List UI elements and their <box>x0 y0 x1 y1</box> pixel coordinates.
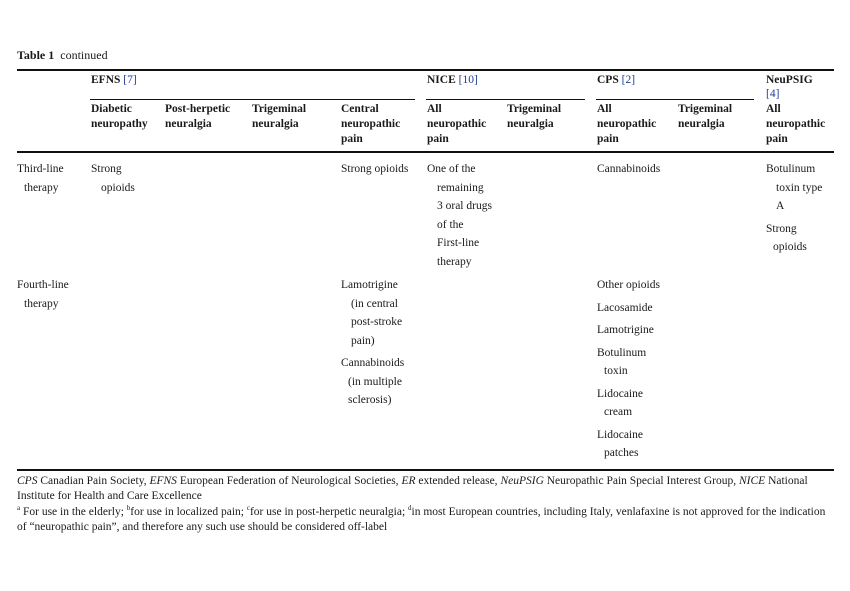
footnote-abbreviations: CPS Canadian Pain Society, EFNS European Federation of Neurological Societies, ER extended release, NeuPSIG Neuropathic Pain Special Interest Group, NICE National Institute for Health and Care Excellence <box>17 475 808 502</box>
drug-entry: Lamotrigine (in central post-stroke pain) <box>341 279 403 347</box>
table-top-rule <box>17 69 834 71</box>
drug-entry: Lacosamide <box>597 301 653 314</box>
reference-link[interactable]: 10 <box>462 74 474 86</box>
footnote-notes: $^a$ For use in the elderly; $^b$for use in localized pain; $^c$for use in post-herpetic neuralgia; $^d$in most European countries, including Italy, venlafaxine is not approved for the indication of “neuropathic pain”, and therefore any such use should be considered off-label <box>17 504 826 533</box>
drug-entry: Botulinum toxin type A <box>766 163 823 212</box>
cell-third-nice-all <box>427 160 492 271</box>
subheader-nice-all-neuropathic-pain: All neuropathic pain <box>427 103 487 145</box>
reference-link[interactable]: 7 <box>127 74 133 86</box>
footnote-mark: d <box>408 504 412 513</box>
subheader-efns-central-neuropathic-pain: Central neuropathic pain <box>341 103 401 145</box>
subheader-efns-trigeminal-neuralgia: Trigeminal neuralgia <box>252 103 307 130</box>
cps-group-underline <box>596 99 754 100</box>
footnote-mark: b <box>126 504 131 513</box>
nice-group-underline <box>426 99 585 100</box>
group-header-cps: CPS [2] <box>597 74 636 86</box>
drug-entry: Other opioids <box>597 279 660 291</box>
table-bottom-rule <box>17 469 834 471</box>
cell-third-cps-all <box>597 160 660 179</box>
reference-link[interactable]: 4 <box>769 88 776 100</box>
subheader-efns-diabetic-neuropathy: Diabetic neuropathy <box>91 103 148 130</box>
group-header-efns: EFNS [7] <box>91 74 137 86</box>
cell-third-neupsig-all <box>766 160 822 257</box>
drug-entry: Strong opioids <box>91 163 135 194</box>
drug-entry: Botulinum toxin <box>597 346 647 377</box>
efns-group-underline <box>90 99 415 100</box>
row-label-fourth-line: Fourth-line therapy <box>17 279 69 310</box>
drug-entry: Lidocaine cream <box>597 387 643 418</box>
drug-entry: Lamotrigine <box>597 324 654 336</box>
drug-entry: Strong opioids <box>341 163 409 175</box>
row-label-third-line: Third-line therapy <box>17 163 64 194</box>
subheader-cps-all-neuropathic-pain: All neuropathic pain <box>597 103 657 145</box>
table-caption <box>17 48 108 63</box>
group-header-neupsig: NeuPSIG [4] <box>766 74 813 100</box>
drug-entry: One of the remaining 3 oral drugs of the First-line therapy <box>427 163 492 268</box>
footnote-mark: a <box>17 504 21 513</box>
drug-entry: Strong opioids <box>766 222 807 253</box>
subheader-neupsig-all-neuropathic-pain: All neuropathic pain <box>766 103 826 145</box>
drug-entry: Lidocaine patches <box>597 428 643 459</box>
subheader-nice-trigeminal-neuralgia: Trigeminal neuralgia <box>507 103 562 130</box>
cell-fourth-cps-all <box>597 276 660 463</box>
drug-entry: Cannabinoids <box>597 163 661 175</box>
footnote-mark: c <box>246 504 250 513</box>
header-bottom-rule <box>17 151 834 153</box>
reference-link[interactable]: 2 <box>625 74 632 86</box>
group-header-nice: NICE [10] <box>427 74 478 86</box>
cell-third-efns-diabetic <box>91 160 135 197</box>
subheader-cps-trigeminal-neuralgia: Trigeminal neuralgia <box>678 103 733 130</box>
table-caption-text: continued <box>60 48 108 62</box>
cell-third-efns-central <box>341 160 408 179</box>
table-caption-label: Table 1 <box>17 48 55 62</box>
cell-fourth-efns-central <box>341 276 404 410</box>
subheader-efns-post-herpetic-neuralgia: Post-herpetic neuralgia <box>165 103 231 130</box>
drug-entry: Cannabinoids (in multiple sclerosis) <box>341 357 405 406</box>
